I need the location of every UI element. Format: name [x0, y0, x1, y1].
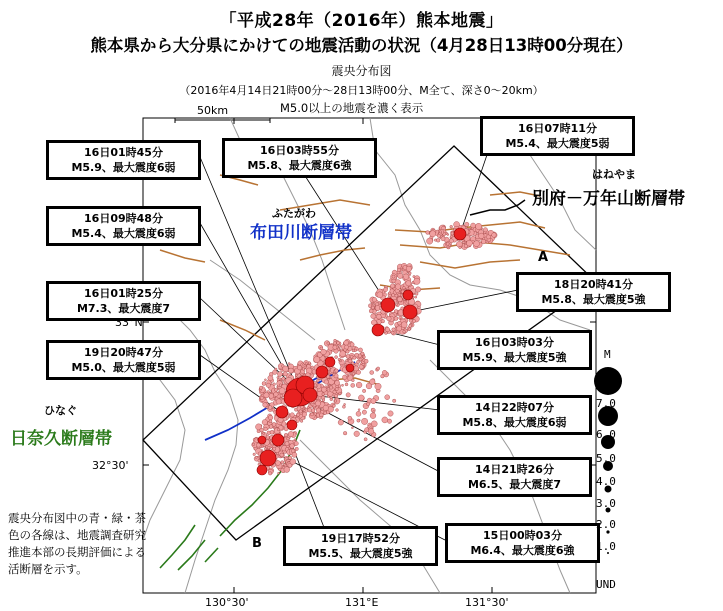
epicenter-dot — [319, 413, 323, 417]
epicenter-dot — [343, 431, 347, 435]
epicenter-dot — [291, 449, 295, 453]
epicenter-dot — [268, 406, 272, 410]
epicenter-dot — [260, 428, 264, 432]
epicenter-dot — [339, 392, 341, 394]
epicenter-dot — [354, 349, 357, 352]
epicenter-dot — [346, 350, 349, 353]
epicenter-dot — [388, 411, 393, 416]
callout-14-2207: 14日22時07分 M5.8、最大震度6弱 — [437, 395, 592, 435]
epicenter-dot — [316, 408, 320, 412]
epicenter-dot — [382, 417, 388, 423]
epicenter-dot — [358, 409, 360, 411]
epicenter-dot — [314, 356, 320, 362]
epicenter-dot — [371, 306, 374, 309]
epicenter-dot — [347, 375, 349, 377]
epicenter-dot — [395, 294, 398, 297]
epicenter-dot — [492, 233, 497, 238]
epicenter-dot — [377, 314, 382, 319]
epicenter-dot — [406, 266, 411, 271]
epicenter-dot — [459, 246, 462, 249]
section-b-label: B — [252, 536, 262, 551]
epicenter-dot — [269, 393, 274, 398]
epicenter-dot — [364, 359, 368, 363]
epicenter-dot — [268, 375, 273, 380]
epicenter-dot — [307, 407, 309, 409]
epicenter-dot — [277, 372, 282, 377]
epicenter-dot — [266, 383, 270, 387]
epicenter-dot — [334, 400, 337, 403]
epicenter-dot — [394, 317, 398, 321]
epicenter-dot — [263, 432, 265, 434]
epicenter-dot — [356, 411, 361, 416]
epicenter-dot — [288, 431, 293, 436]
epicenter-dot — [403, 274, 409, 280]
epicenter-dot — [341, 384, 343, 386]
epicenter-dot — [370, 371, 374, 375]
epicenter-dot — [415, 296, 417, 298]
epicenter-dot — [395, 284, 401, 290]
scale-label: 50km — [197, 104, 229, 117]
epicenter-dot — [437, 234, 440, 237]
epicenter-dot — [264, 448, 266, 450]
epicenter-dot — [268, 472, 271, 475]
epicenter-dot — [408, 328, 411, 331]
epicenter-dot — [324, 380, 328, 384]
epicenter-dot — [351, 427, 353, 429]
epicenter-dot — [333, 345, 337, 349]
legend-5: 5.0 — [596, 452, 616, 465]
y-tick-2: 32°30' — [92, 459, 129, 472]
epicenter-dot — [274, 388, 277, 391]
callout-19-1752: 19日17時52分 M5.5、最大震度5強 — [283, 526, 438, 566]
epicenter-dot — [362, 410, 366, 414]
legend-3: 3.0 — [596, 497, 616, 510]
epicenter-dot — [270, 430, 274, 434]
epicenter-dot — [334, 339, 337, 342]
epicenter-dot — [356, 382, 362, 388]
epicenter-dot — [280, 453, 284, 457]
epicenter-dot — [345, 345, 349, 349]
epicenter-dot — [397, 297, 402, 302]
legend-7: 7.0 — [596, 397, 616, 410]
epicenter-dot — [409, 325, 412, 328]
major-epicenter-dot — [403, 290, 413, 300]
epicenter-dot — [343, 375, 347, 379]
epicenter-dot — [290, 444, 295, 449]
epicenter-dot — [279, 388, 285, 394]
epicenter-dot — [471, 223, 476, 228]
epicenter-dot — [348, 359, 352, 363]
epicenter-dot — [345, 383, 348, 386]
epicenter-dot — [391, 331, 394, 334]
callout-16-0145: 16日01時45分 M5.9、最大震度6弱 — [46, 140, 201, 180]
epicenter-dot — [483, 228, 487, 232]
epicenter-dot — [335, 356, 338, 359]
title-line1: 「平成28年（2016年）熊本地震」 — [219, 11, 504, 31]
epicenter-dot — [371, 421, 377, 427]
epicenter-dot — [370, 379, 376, 385]
epicenter-dot — [375, 383, 381, 389]
epicenter-dot — [321, 349, 327, 355]
epicenter-dot — [268, 415, 273, 420]
epicenter-dot — [326, 389, 328, 391]
epicenter-dot — [358, 348, 362, 352]
epicenter-dot — [392, 275, 395, 278]
epicenter-dot — [294, 439, 296, 441]
epicenter-dot — [264, 393, 269, 398]
epicenter-dot — [355, 353, 359, 357]
epicenter-dot — [336, 409, 339, 412]
callout-16-0303: 16日03時03分 M5.9、最大震度5強 — [437, 330, 592, 370]
epicenter-dot — [276, 461, 281, 466]
epicenter-dot — [378, 302, 380, 304]
epicenter-dot — [342, 405, 345, 408]
epicenter-dot — [292, 452, 297, 457]
callout-16-0948: 16日09時48分 M5.4、最大震度6弱 — [46, 206, 201, 246]
epicenter-dot — [385, 327, 389, 331]
epicenter-dot — [351, 383, 355, 387]
major-epicenter-dot — [454, 228, 466, 240]
epicenter-dot — [277, 428, 280, 431]
epicenter-dot — [315, 401, 320, 406]
epicenter-dot — [354, 431, 360, 437]
epicenter-dot — [403, 286, 406, 289]
callout-16-0711: 16日07時11分 M5.4、最大震度5弱 — [480, 116, 635, 156]
major-epicenter-dot — [346, 364, 354, 372]
epicenter-dot — [446, 242, 449, 245]
epicenter-dot — [336, 341, 339, 344]
callout-18-2041: 18日20時41分 M5.8、最大震度5強 — [516, 272, 671, 312]
epicenter-dot — [370, 413, 376, 419]
highlight-note: M5.0以上の地震を濃く表示 — [280, 101, 424, 115]
epicenter-dot — [346, 354, 350, 358]
beppu-label: 別府－万年山断層帯 — [532, 189, 685, 209]
epicenter-dot — [398, 321, 402, 325]
legend-und: UND — [596, 578, 616, 591]
epicenter-dot — [276, 399, 281, 404]
epicenter-dot — [269, 372, 273, 376]
major-epicenter-dot — [303, 388, 317, 402]
epicenter-dot — [333, 373, 335, 375]
major-epicenter-dot — [260, 450, 276, 466]
callout-14-2126: 14日21時26分 M6.5、最大震度7 — [437, 457, 592, 497]
epicenter-dot — [253, 453, 256, 456]
epicenter-dot — [357, 419, 360, 422]
epicenter-dot — [352, 379, 355, 382]
epicenter-dot — [340, 351, 346, 357]
epicenter-dot — [281, 369, 283, 371]
epicenter-dot — [385, 395, 390, 400]
callout-16-0355: 16日03時55分 M5.8、最大震度6強 — [222, 138, 377, 178]
title-line2: 熊本県から大分県にかけての地震活動の状況（4月28日13時00分現在） — [90, 36, 633, 55]
epicenter-dot — [430, 231, 436, 237]
x-tick-3: 131°30' — [465, 596, 509, 609]
epicenter-dot — [269, 425, 273, 429]
epicenter-dot — [288, 368, 293, 373]
epicenter-dot — [451, 232, 454, 235]
scale-bar — [175, 118, 270, 123]
epicenter-dot — [396, 304, 398, 306]
epicenter-dot — [322, 393, 325, 396]
y-tick-1: 33°N — [115, 316, 143, 329]
major-epicenter-dot — [257, 465, 267, 475]
epicenter-dot — [475, 223, 481, 229]
major-epicenter-dot — [325, 357, 335, 367]
futagawa-label: 布田川断層帯 — [250, 223, 352, 243]
beppu-ruby: はねやま — [592, 168, 636, 181]
fault-note: 震央分布図中の青・緑・茶色の各線は、地震調査研究推進本部の長期評価による活断層を示す。 — [8, 511, 146, 576]
epicenter-dot — [283, 464, 285, 466]
major-epicenter-dot — [316, 366, 328, 378]
epicenter-dot — [262, 382, 266, 386]
epicenter-dot — [322, 399, 325, 402]
epicenter-dot — [287, 437, 290, 440]
epicenter-dot — [274, 392, 279, 397]
epicenter-dot — [262, 420, 267, 425]
epicenter-dot — [264, 379, 266, 381]
epicenter-dot — [377, 292, 383, 298]
epicenter-dot — [350, 355, 353, 358]
epicenter-dot — [447, 234, 449, 236]
major-epicenter-dot — [381, 298, 395, 312]
major-epicenter-dot — [403, 305, 417, 319]
legend-6: 6.0 — [596, 428, 616, 441]
callout-15-0003: 15日00時03分 M6.4、最大震度6強 — [445, 523, 600, 563]
epicenter-dot — [390, 284, 394, 288]
epicenter-dot — [479, 233, 485, 239]
epicenter-dot — [364, 438, 367, 441]
legend-1: 1.0 — [596, 540, 616, 553]
epicenter-dot — [486, 235, 490, 239]
epicenter-dot — [267, 446, 270, 449]
epicenter-dot — [352, 372, 355, 375]
epicenter-dot — [406, 281, 411, 286]
epicenter-dot — [290, 459, 296, 465]
epicenter-dot — [338, 420, 343, 425]
epicenter-dot — [387, 316, 392, 321]
epicenter-dot — [368, 429, 374, 435]
epicenter-dot — [300, 420, 303, 423]
epicenter-dot — [264, 427, 268, 431]
epicenter-dot — [398, 273, 403, 278]
epicenter-dot — [371, 399, 376, 404]
epicenter-dot — [363, 356, 366, 359]
epicenter-dot — [350, 342, 354, 346]
epicenter-dot — [377, 367, 380, 370]
epicenter-dot — [253, 438, 255, 440]
epicenter-dot — [277, 376, 279, 378]
x-tick-2: 131°E — [345, 596, 379, 609]
epicenter-dot — [330, 396, 333, 399]
epicenter-dot — [415, 293, 418, 296]
epicenter-dot — [346, 393, 350, 397]
section-a-label: A — [538, 250, 549, 265]
epicenter-dot — [344, 340, 349, 345]
epicenter-dot — [278, 472, 280, 474]
epicenter-dot — [372, 297, 377, 302]
epicenter-dot — [449, 239, 453, 243]
epicenter-dot — [305, 362, 307, 364]
epicenter-dot — [299, 410, 302, 413]
epicenter-dot — [310, 413, 313, 416]
epicenter-dot — [335, 369, 339, 373]
epicenter-dot — [369, 309, 373, 313]
epicenter-dot — [465, 222, 469, 226]
epicenter-dot — [284, 467, 290, 473]
legend-4: 4.0 — [596, 475, 616, 488]
epicenter-dot — [340, 360, 342, 362]
epicenter-dot — [426, 231, 430, 235]
major-epicenter-dot — [276, 406, 288, 418]
epicenter-dot — [401, 322, 407, 328]
legend-title: M — [604, 348, 611, 361]
epicenter-dot — [335, 388, 338, 391]
epicenter-dot — [290, 413, 294, 417]
epicenter-dot — [412, 319, 415, 322]
epicenter-dot — [339, 345, 341, 347]
epicenter-dot — [285, 442, 289, 446]
epicenter-dot — [393, 399, 396, 402]
epicenter-dot — [362, 389, 365, 392]
epicenter-dot — [324, 412, 327, 415]
epicenter-dot — [311, 409, 315, 413]
epicenter-dot — [381, 374, 385, 378]
epicenter-dot — [441, 237, 445, 241]
epicenter-dot — [263, 403, 268, 408]
epicenter-dot — [348, 416, 352, 420]
epicenter-dot — [383, 288, 387, 292]
epicenter-dot — [434, 239, 436, 241]
epicenter-dot — [439, 231, 441, 233]
epicenter-dot — [335, 380, 340, 385]
epicenter-dot — [361, 418, 367, 424]
epicenter-dot — [357, 360, 360, 363]
epicenter-dot — [259, 386, 262, 389]
epicenter-dot — [414, 278, 420, 284]
epicenter-dot — [332, 404, 335, 407]
map-name: 震央分布図 — [331, 64, 392, 78]
epicenter-dot — [323, 405, 329, 411]
epicenter-dot — [297, 413, 300, 416]
epicenter-dot — [294, 441, 298, 445]
hinagu-label: 日奈久断層帯 — [10, 429, 112, 449]
major-epicenter-dot — [258, 436, 266, 444]
epicenter-dot — [450, 225, 453, 228]
epicenter-dot — [418, 306, 421, 309]
epicenter-dot — [255, 456, 257, 458]
epicenter-dot — [279, 384, 282, 387]
futagawa-ruby: ふたがわ — [272, 207, 316, 220]
epicenter-dot — [366, 402, 370, 406]
epicenter-dot — [415, 287, 420, 292]
epicenter-dot — [297, 365, 302, 370]
epicenter-dot — [273, 447, 276, 450]
major-epicenter-dot — [372, 324, 384, 336]
epicenter-dot — [397, 268, 401, 272]
epicenter-dot — [474, 241, 480, 247]
hinagu-ruby: ひなぐ — [44, 404, 77, 417]
epicenter-dot — [388, 292, 391, 295]
epicenter-dot — [252, 443, 255, 446]
epicenter-dot — [269, 420, 272, 423]
epicenter-dot — [284, 433, 288, 437]
epicenter-dot — [334, 394, 337, 397]
major-epicenter-dot — [272, 434, 284, 446]
epicenter-dot — [295, 374, 297, 376]
epicenter-dot — [373, 411, 375, 413]
major-epicenter-dot — [287, 420, 297, 430]
callout-19-2047: 19日20時47分 M5.0、最大震度5弱 — [46, 340, 201, 380]
epicenter-dot — [302, 368, 305, 371]
epicenter-dot — [371, 314, 376, 319]
epicenter-dot — [401, 267, 403, 269]
legend-2: 2.0 — [596, 518, 616, 531]
beppu-fault — [470, 200, 525, 215]
epicenter-dot — [427, 238, 433, 244]
epicenter-dot — [403, 330, 406, 333]
epicenter-dot — [398, 293, 401, 296]
epicenter-dot — [361, 352, 364, 355]
epicenter-dot — [392, 294, 395, 297]
epicenter-dot — [381, 319, 385, 323]
epicenter-dot — [283, 372, 287, 376]
epicenter-dot — [392, 328, 396, 332]
x-tick-1: 130°30' — [205, 596, 249, 609]
epicenter-dot — [359, 365, 363, 369]
epicenter-dot — [358, 395, 364, 401]
epicenter-dot — [329, 386, 332, 389]
epicenter-dot — [260, 396, 263, 399]
epicenter-dot — [283, 366, 289, 372]
epicenter-dot — [346, 359, 348, 361]
epicenter-dot — [466, 240, 472, 246]
period-label: （2016年4月14日21時00分～28日13時00分、M全て、深さ0～20km） — [179, 84, 544, 97]
callout-16-0125: 16日01時25分 M7.3、最大震度7 — [46, 281, 201, 321]
epicenter-dot — [327, 342, 330, 345]
epicenter-dot — [409, 272, 412, 275]
epicenter-dot — [397, 326, 402, 331]
